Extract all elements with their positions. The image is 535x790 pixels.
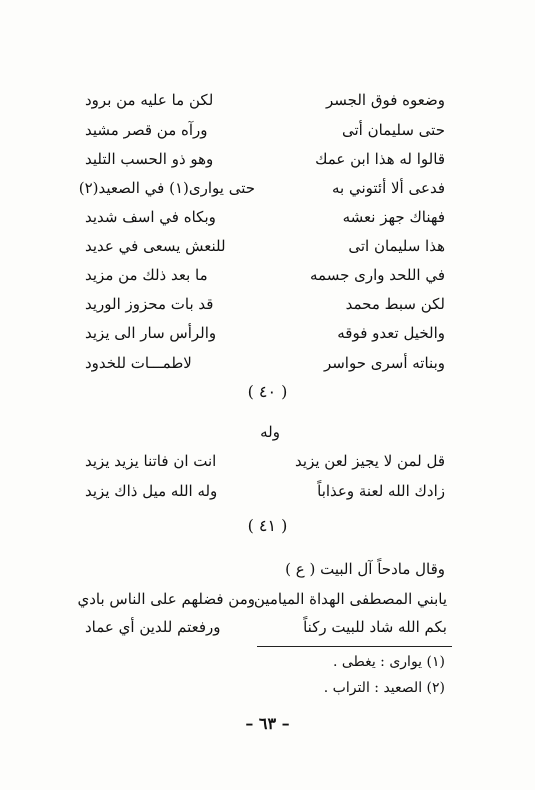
- verse-second-hemistich: ورآه من قصر مشيد: [85, 121, 208, 139]
- footnote: (١) يوارى : يغطى .: [333, 654, 445, 670]
- verse-second-hemistich: والرأس سار الى يزيد: [85, 324, 217, 342]
- verse-first-hemistich: والخيل تعدو فوقه: [337, 324, 445, 342]
- verse-second-hemistich: ما بعد ذلك من مزيد: [85, 266, 208, 284]
- verse-first-hemistich: زادك الله لعنة وعذاباً: [317, 482, 445, 500]
- verse-first-hemistich: بكم الله شاد للبيت ركناً: [303, 618, 447, 636]
- verse-second-hemistich: لاطمـــات للخدود: [85, 354, 192, 372]
- verse-second-hemistich: لكن ما عليه من برود: [85, 91, 214, 109]
- verse-line: [85, 233, 445, 259]
- verse-second-hemistich: حتى يوارى(١) في الصعيد(٢): [78, 179, 255, 197]
- verse-first-hemistich: فهناك جهز نعشه: [342, 208, 445, 226]
- verse-first-hemistich: قالوا له هذا ابن عمك: [315, 150, 445, 168]
- verse-second-hemistich: وهو ذو الحسب التليد: [85, 150, 214, 168]
- verse-line: [85, 204, 445, 230]
- verse-line: [85, 117, 445, 143]
- footnote-separator: [257, 646, 452, 647]
- verse-line: [85, 614, 447, 640]
- verse-line: [78, 175, 445, 201]
- poem-number: ( ٤٠ ): [247, 382, 288, 401]
- verse-second-hemistich: ورفعتم للدين أي عماد: [85, 618, 221, 636]
- verse-line: [85, 87, 445, 113]
- verse-first-hemistich: حتى سليمان أتى: [341, 121, 445, 139]
- verse-line: [85, 478, 445, 504]
- poem-heading: وقال مادحاً آل البيت ( ع ): [285, 560, 445, 578]
- verse-line: [85, 320, 445, 346]
- footnote: (٢) الصعيد : التراب .: [323, 680, 445, 696]
- verse-line: [85, 448, 445, 474]
- verse-first-hemistich: لكن سبط محمد: [345, 295, 445, 313]
- verse-line: [85, 350, 445, 376]
- verse-first-hemistich: يابني المصطفى الهداة الميامين: [253, 590, 447, 608]
- verse-second-hemistich: وبكاه في اسف شديد: [85, 208, 216, 226]
- verse-first-hemistich: فدعى ألا أئتوني به: [331, 179, 445, 197]
- verse-first-hemistich: هذا سليمان اتى: [348, 237, 445, 255]
- verse-first-hemistich: قل لمن لا يجيز لعن يزيد: [295, 452, 445, 470]
- verse-second-hemistich: انت ان فاتنا يزيد يزيد: [85, 452, 217, 470]
- verse-line: [85, 262, 445, 288]
- verse-first-hemistich: وبناته أسرى حواسر: [323, 354, 445, 372]
- poem-heading: وله: [260, 423, 280, 441]
- verse-second-hemistich: ومن فضلهم على الناس بادي: [77, 590, 255, 608]
- verse-second-hemistich: وله الله ميل ذاك يزيد: [85, 482, 218, 500]
- verse-line: [85, 291, 445, 317]
- verse-second-hemistich: للنعش يسعى في عديد: [85, 237, 226, 255]
- verse-line: [77, 586, 447, 612]
- verse-line: [85, 146, 445, 172]
- verse-second-hemistich: قد بات محزوز الوريد: [85, 295, 214, 313]
- page-number: – ٦٣ –: [245, 714, 290, 733]
- poem-number: ( ٤١ ): [247, 516, 288, 535]
- verse-first-hemistich: في اللحد وارى جسمه: [310, 266, 445, 284]
- verse-first-hemistich: وضعوه فوق الجسر: [326, 91, 445, 109]
